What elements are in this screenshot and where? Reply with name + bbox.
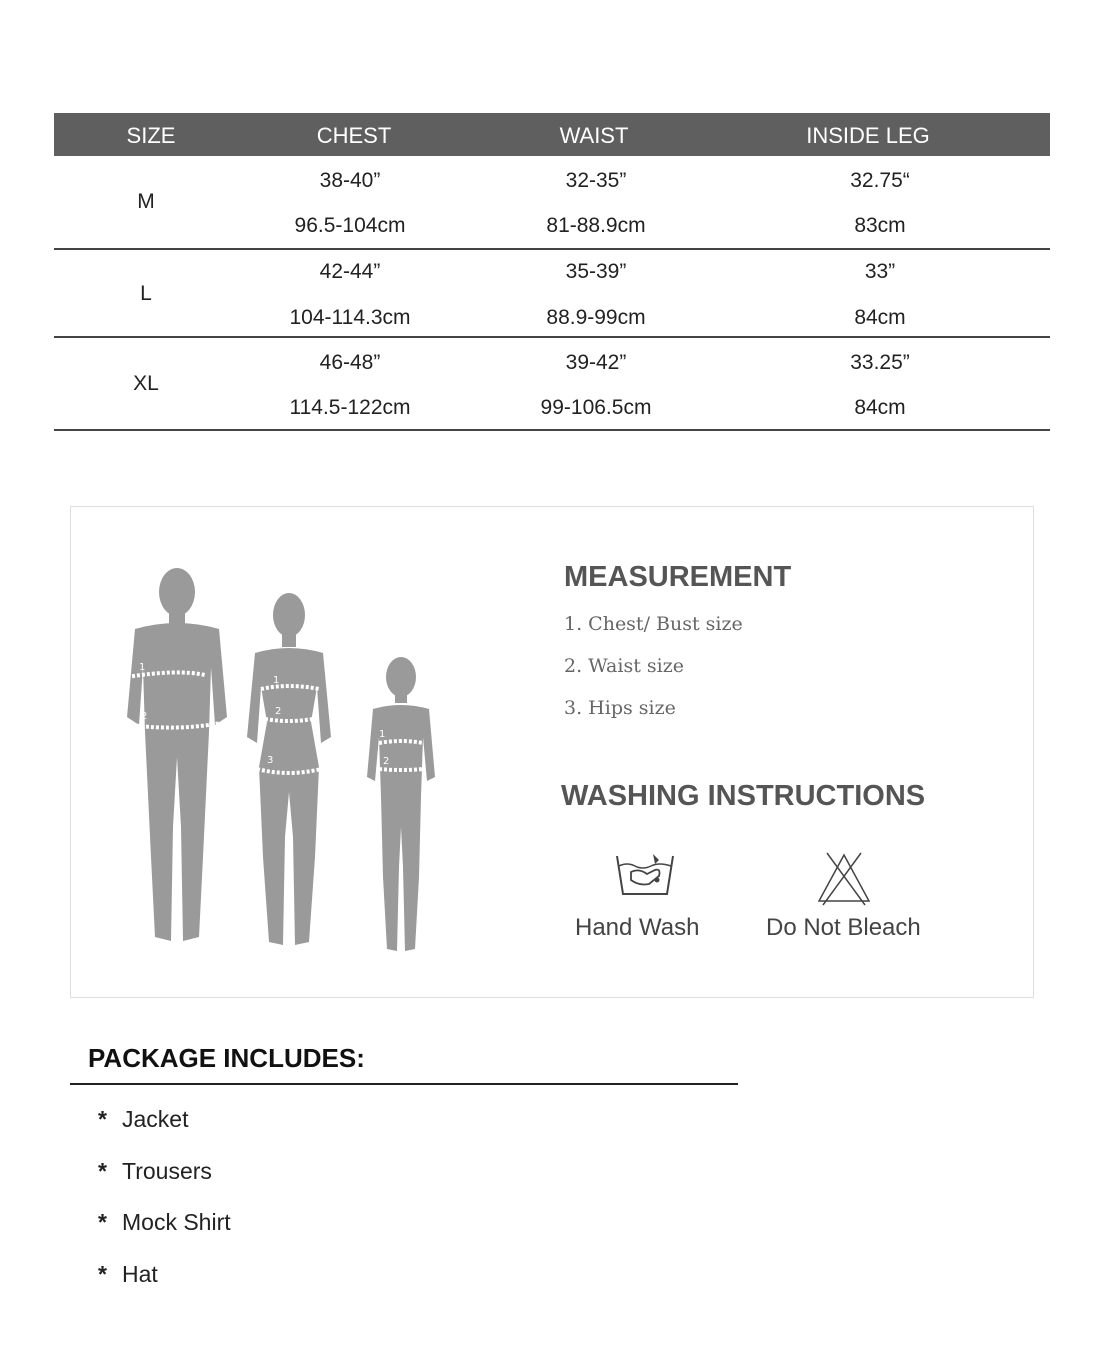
- woman-marker-1: 1: [273, 675, 280, 686]
- header-waist: WAIST: [559, 123, 629, 148]
- info-panel: [70, 506, 1034, 998]
- child-marker-1: 1: [379, 729, 386, 740]
- child-chest-tape: [379, 741, 423, 743]
- leg-cm: 84cm: [854, 396, 906, 419]
- leg-inches: 32.75“: [850, 169, 910, 192]
- child-waist-tape: [379, 769, 423, 770]
- man-figure: [127, 568, 227, 941]
- waist-inches: 32-35”: [565, 169, 627, 192]
- measurement-item-hips: 3. Hips size: [564, 697, 676, 719]
- bullet: *: [98, 1158, 107, 1184]
- waist-cm: 99-106.5cm: [540, 396, 652, 419]
- waist-cm: 88.9-99cm: [546, 306, 646, 329]
- waist-cm: 81-88.9cm: [546, 214, 646, 237]
- chest-inches: 46-48”: [319, 351, 381, 374]
- size-cell: XL: [133, 372, 159, 395]
- leg-cm: 84cm: [854, 306, 906, 329]
- package-item-trousers: Trousers: [122, 1158, 212, 1184]
- leg-inches: 33”: [864, 260, 896, 283]
- size-cell: L: [140, 282, 152, 305]
- list-item: [98, 1106, 188, 1133]
- measurement-item-chest: 1. Chest/ Bust size: [564, 613, 743, 635]
- woman-marker-2: 2: [275, 706, 282, 717]
- table-row: [54, 250, 1050, 338]
- package-item-hat: Hat: [122, 1261, 158, 1287]
- bullet: *: [98, 1261, 107, 1287]
- list-item: [98, 1209, 231, 1236]
- chest-inches: 42-44”: [319, 260, 381, 283]
- list-item: [98, 1158, 212, 1185]
- do-not-bleach-icon: [815, 851, 873, 907]
- man-marker-2: 2: [141, 711, 148, 722]
- package-item-mock-shirt: Mock Shirt: [122, 1209, 231, 1235]
- washing-title: WASHING INSTRUCTIONS: [561, 780, 926, 812]
- size-cell: M: [137, 190, 155, 213]
- hand-wash-icon: [613, 850, 677, 900]
- package-divider: [70, 1083, 738, 1085]
- child-figure: [367, 657, 435, 951]
- header-size: SIZE: [126, 123, 176, 148]
- chest-cm: 96.5-104cm: [294, 214, 406, 237]
- child-marker-2: 2: [383, 756, 390, 767]
- chest-inches: 38-40”: [319, 169, 381, 192]
- table-header: [54, 113, 1050, 156]
- hand-wash-label: Hand Wash: [575, 914, 700, 941]
- measurement-item-waist: 2. Waist size: [564, 655, 684, 677]
- table-row: [54, 338, 1050, 431]
- list-item: [98, 1261, 158, 1288]
- chest-cm: 114.5-122cm: [289, 396, 411, 419]
- package-item-jacket: Jacket: [122, 1106, 189, 1132]
- woman-marker-3: 3: [267, 755, 274, 766]
- measurement-title: MEASUREMENT: [564, 561, 792, 593]
- size-table: [54, 113, 1050, 431]
- chest-cm: 104-114.3cm: [289, 306, 411, 329]
- do-not-bleach-label: Do Not Bleach: [766, 914, 921, 941]
- waist-inches: 35-39”: [565, 260, 627, 283]
- bullet: *: [98, 1209, 107, 1235]
- bullet: *: [98, 1106, 107, 1132]
- waist-inches: 39-42”: [565, 351, 627, 374]
- header-inside-leg: INSIDE LEG: [806, 123, 930, 148]
- leg-cm: 83cm: [854, 214, 906, 237]
- measurement-figures: [87, 557, 467, 967]
- header-chest: CHEST: [316, 123, 392, 148]
- man-marker-1: 1: [139, 662, 146, 673]
- table-row: [54, 156, 1050, 250]
- leg-inches: 33.25”: [850, 351, 910, 374]
- package-title: PACKAGE INCLUDES:: [88, 1043, 365, 1073]
